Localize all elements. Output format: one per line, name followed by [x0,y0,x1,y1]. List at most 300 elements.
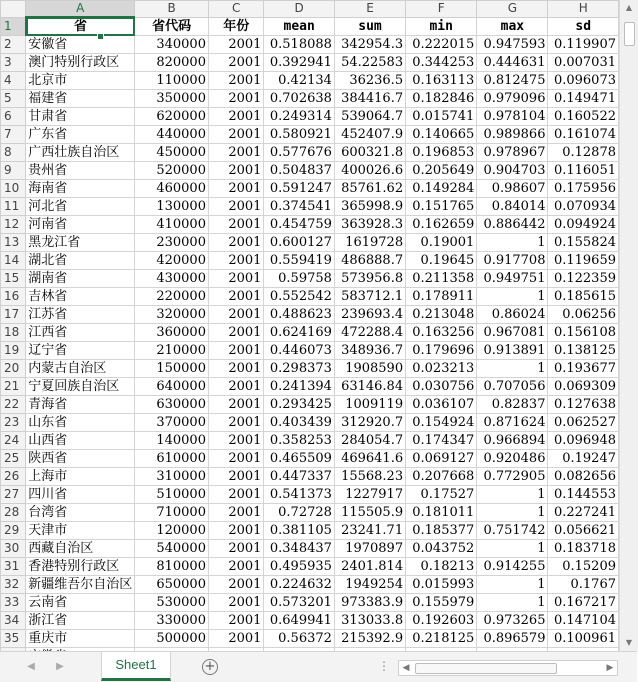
column-header-b[interactable]: B [135,1,209,18]
cell-sd[interactable]: 0.161074 [548,126,619,144]
cell-province[interactable]: 四川省 [26,486,135,504]
cell-header-year[interactable]: 年份 [208,17,263,36]
row-header[interactable]: 21 [1,378,26,396]
cell-header-province-code[interactable]: 省代码 [135,17,209,36]
cell-province-code[interactable]: 370000 [135,414,209,432]
cell-province-code[interactable]: 530000 [135,594,209,612]
cell-mean[interactable]: 0.446073 [264,342,334,360]
cell-province-code[interactable]: 610000 [135,450,209,468]
cell-mean[interactable]: 0.249314 [264,108,334,126]
cell-province-code[interactable]: 510000 [135,486,209,504]
scroll-right-icon[interactable]: ▶ [606,663,614,673]
cell-sd[interactable]: 0.160522 [548,108,619,126]
cell-sd[interactable]: 0.069309 [548,378,619,396]
cell-sum[interactable]: 539064.7 [334,108,405,126]
cell-province[interactable]: 山西省 [26,432,135,450]
horizontal-scroll-thumb[interactable] [415,663,557,674]
scroll-down-icon[interactable]: ▼ [625,638,633,647]
column-header-a[interactable]: A [26,1,135,18]
cell-max[interactable]: 0.978104 [477,108,548,126]
cell-max[interactable]: 0.947593 [477,36,548,54]
cell-mean[interactable]: 0.348437 [264,540,334,558]
cell-max[interactable]: 1 [477,576,548,594]
cell-min[interactable]: 0.18213 [406,558,477,576]
cell-mean[interactable]: 0.573201 [264,594,334,612]
cell-sum[interactable]: 115505.9 [334,504,405,522]
cell-sum[interactable]: 452407.9 [334,126,405,144]
cell-sd[interactable]: 0.116051 [548,162,619,180]
cell-header-min[interactable]: min [406,17,477,36]
cell-mean[interactable]: 0.59758 [264,270,334,288]
cell-province-code[interactable]: 220000 [135,288,209,306]
row-header[interactable]: 1 [1,17,26,36]
cell-province[interactable]: 台湾省 [26,504,135,522]
cell-max[interactable]: 0.967081 [477,324,548,342]
row-header[interactable]: 14 [1,252,26,270]
cell-max[interactable]: 0.707056 [477,378,548,396]
cell-year[interactable]: 2001 [208,486,263,504]
cell-sd[interactable]: 0.007031 [548,54,619,72]
cell-mean[interactable]: 0.298373 [264,360,334,378]
cell-year[interactable]: 2001 [208,270,263,288]
cell-max[interactable]: 0.966894 [477,432,548,450]
cell-year[interactable]: 2001 [208,360,263,378]
cell-max[interactable]: 0.920486 [477,450,548,468]
cell-min[interactable]: 0.043752 [406,540,477,558]
cell-province-code[interactable]: 430000 [135,270,209,288]
cell-sum[interactable]: 312920.7 [334,414,405,432]
cell-province[interactable]: 辽宁省 [26,342,135,360]
cell-min[interactable]: 0.154924 [406,414,477,432]
row-header[interactable]: 4 [1,72,26,90]
row-header[interactable]: 17 [1,306,26,324]
cell-province-code[interactable]: 340000 [135,36,209,54]
column-header-f[interactable]: F [406,1,477,18]
cell-sd[interactable]: 0.06256 [548,306,619,324]
cell-sum[interactable]: 384416.7 [334,90,405,108]
cell-province-code[interactable]: 540000 [135,540,209,558]
cell-min[interactable]: 0.069127 [406,450,477,468]
cell-min[interactable]: 0.140665 [406,126,477,144]
cell-mean[interactable]: 0.241394 [264,378,334,396]
cell-mean[interactable]: 0.454759 [264,216,334,234]
cell-province-code[interactable]: 710000 [135,504,209,522]
cell-sd[interactable]: 0.096948 [548,432,619,450]
cell-max[interactable]: 0.913891 [477,342,548,360]
cell-header-province[interactable]: 省 [26,17,135,36]
cell-mean[interactable]: 0.465509 [264,450,334,468]
cell-province-code[interactable]: 810000 [135,558,209,576]
cell-mean[interactable]: 0.488623 [264,306,334,324]
row-header[interactable]: 18 [1,324,26,342]
column-header-g[interactable]: G [477,1,548,18]
cell-min[interactable]: 0.179696 [406,342,477,360]
row-header[interactable]: 3 [1,54,26,72]
cell-sd[interactable]: 0.167217 [548,594,619,612]
cell-max[interactable]: 0.812475 [477,72,548,90]
cell-sd[interactable]: 0.082656 [548,468,619,486]
scroll-left-icon[interactable]: ◀ [402,663,410,673]
cell-max[interactable]: 0.751742 [477,522,548,540]
row-header[interactable]: 13 [1,234,26,252]
cell-year[interactable]: 2001 [208,504,263,522]
cell-max[interactable]: 1 [477,486,548,504]
cell-province[interactable]: 香港特别行政区 [26,558,135,576]
cell-mean[interactable]: 0.293425 [264,396,334,414]
cell-mean[interactable]: 0.392941 [264,54,334,72]
cell-sum[interactable]: 1970897 [334,540,405,558]
cell-sd[interactable]: 0.12878 [548,144,619,162]
cell-max[interactable]: 0.904703 [477,162,548,180]
cell-header-sum[interactable]: sum [334,17,405,36]
cell-sum[interactable]: 239693.4 [334,306,405,324]
cell-min[interactable]: 0.036107 [406,396,477,414]
cell-year[interactable]: 2001 [208,558,263,576]
cell-province-code[interactable]: 350000 [135,90,209,108]
cell-sd[interactable]: 0.183718 [548,540,619,558]
cell-mean[interactable]: 0.403439 [264,414,334,432]
cell-province-code[interactable]: 360000 [135,324,209,342]
row-header[interactable]: 10 [1,180,26,198]
cell-province-code[interactable]: 440000 [135,126,209,144]
row-header[interactable]: 29 [1,522,26,540]
cell-province-code[interactable]: 500000 [135,630,209,648]
cell-mean[interactable]: 0.518088 [264,36,334,54]
cell-sum[interactable]: 1619728 [334,234,405,252]
cell-sd[interactable]: 0.070934 [548,198,619,216]
cell-sum[interactable]: 583712.1 [334,288,405,306]
cell-sd[interactable]: 0.056621 [548,522,619,540]
cell-year[interactable]: 2001 [208,198,263,216]
row-header[interactable]: 34 [1,612,26,630]
cell-year[interactable]: 2001 [208,162,263,180]
cell-max[interactable]: 1 [477,594,548,612]
cell-province[interactable]: 河南省 [26,216,135,234]
cell-sum[interactable]: 363928.3 [334,216,405,234]
cell-province-code[interactable]: 310000 [135,468,209,486]
cell-sum[interactable]: 1908590 [334,360,405,378]
cell-sd[interactable]: 0.127638 [548,396,619,414]
cell-year[interactable]: 2001 [208,90,263,108]
cell-mean[interactable]: 0.72728 [264,504,334,522]
cell-mean[interactable]: 0.374541 [264,198,334,216]
cell-mean[interactable]: 0.702638 [264,90,334,108]
cell-max[interactable]: 0.973265 [477,612,548,630]
cell-province-code[interactable]: 420000 [135,252,209,270]
row-header[interactable]: 2 [1,36,26,54]
cell-min[interactable]: 0.211358 [406,270,477,288]
cell-sd[interactable]: 0.094924 [548,216,619,234]
cell-sum[interactable]: 36236.5 [334,72,405,90]
cell-year[interactable]: 2001 [208,522,263,540]
cell-max[interactable]: 0.871624 [477,414,548,432]
cell-province-code[interactable]: 110000 [135,72,209,90]
cell-province[interactable]: 新疆维吾尔自治区 [26,576,135,594]
cell-min[interactable]: 0.023213 [406,360,477,378]
cell-year[interactable]: 2001 [208,216,263,234]
cell-province[interactable]: 云南省 [26,594,135,612]
column-header-c[interactable]: C [208,1,263,18]
cell-year[interactable]: 2001 [208,180,263,198]
cell-sd[interactable]: 0.149471 [548,90,619,108]
cell-sum[interactable]: 469641.6 [334,450,405,468]
cell-max[interactable]: 0.444631 [477,54,548,72]
cell-min[interactable]: 0.182846 [406,90,477,108]
cell-sum[interactable]: 85761.62 [334,180,405,198]
cell-sd[interactable]: 0.122359 [548,270,619,288]
cell-sum[interactable]: 1009119 [334,396,405,414]
cell-sum[interactable]: 365998.9 [334,198,405,216]
cell-sd[interactable]: 0.062527 [548,414,619,432]
row-header[interactable]: 33 [1,594,26,612]
cell-sum[interactable]: 348936.7 [334,342,405,360]
cell-province-code[interactable]: 450000 [135,144,209,162]
cell-sd[interactable]: 0.100961 [548,630,619,648]
row-header[interactable]: 20 [1,360,26,378]
cell-max[interactable]: 1 [477,360,548,378]
cell-min[interactable]: 0.207668 [406,468,477,486]
row-header[interactable]: 16 [1,288,26,306]
cell-sum[interactable]: 1949254 [334,576,405,594]
cell-mean[interactable]: 0.649941 [264,612,334,630]
nav-prev-icon[interactable]: ◀ [27,661,35,672]
cell-province-code[interactable]: 520000 [135,162,209,180]
cell-max[interactable]: 0.978967 [477,144,548,162]
cell-max[interactable]: 1 [477,234,548,252]
cell-province[interactable]: 黑龙江省 [26,234,135,252]
cell-max[interactable]: 1 [477,504,548,522]
cell-mean[interactable]: 0.42134 [264,72,334,90]
cell-sd[interactable]: 0.227241 [548,504,619,522]
cell-province[interactable]: 西藏自治区 [26,540,135,558]
cell-province-code[interactable]: 620000 [135,108,209,126]
cell-min[interactable]: 0.151765 [406,198,477,216]
cell-province-code[interactable]: 640000 [135,378,209,396]
row-header[interactable]: 15 [1,270,26,288]
column-header-d[interactable]: D [264,1,334,18]
cell-mean[interactable]: 0.624169 [264,324,334,342]
cell-year[interactable]: 2001 [208,306,263,324]
cell-sum[interactable]: 973383.9 [334,594,405,612]
cell-mean[interactable]: 0.591247 [264,180,334,198]
cell-province-code[interactable]: 820000 [135,54,209,72]
cell-year[interactable]: 2001 [208,234,263,252]
cell-sum[interactable]: 2401.814 [334,558,405,576]
cell-year[interactable]: 2001 [208,342,263,360]
cell-year[interactable]: 2001 [208,396,263,414]
cell-sd[interactable]: 0.1767 [548,576,619,594]
cell-province[interactable]: 河北省 [26,198,135,216]
cell-max[interactable]: 1 [477,540,548,558]
horizontal-scrollbar[interactable] [398,660,618,676]
cell-province-code[interactable]: 410000 [135,216,209,234]
cell-province-code[interactable]: 230000 [135,234,209,252]
cell-max[interactable]: 0.98607 [477,180,548,198]
cell-mean[interactable]: 0.580921 [264,126,334,144]
cell-province-code[interactable]: 650000 [135,576,209,594]
cell-sum[interactable]: 54.22583 [334,54,405,72]
cell-year[interactable]: 2001 [208,126,263,144]
cell-mean[interactable]: 0.358253 [264,432,334,450]
row-header[interactable]: 27 [1,486,26,504]
cell-min[interactable]: 0.163113 [406,72,477,90]
cell-min[interactable]: 0.222015 [406,36,477,54]
cell-province[interactable]: 宁夏回族自治区 [26,378,135,396]
cell-min[interactable]: 0.192603 [406,612,477,630]
row-header[interactable]: 6 [1,108,26,126]
cell-max[interactable]: 0.917708 [477,252,548,270]
cell-mean[interactable]: 0.447337 [264,468,334,486]
cell-year[interactable]: 2001 [208,540,263,558]
cell-header-sd[interactable]: sd [548,17,619,36]
cell-province[interactable]: 重庆市 [26,630,135,648]
cell-mean[interactable]: 0.504837 [264,162,334,180]
row-header[interactable]: 25 [1,450,26,468]
cell-province-code[interactable]: 210000 [135,342,209,360]
cell-province[interactable]: 甘肃省 [26,108,135,126]
cell-year[interactable]: 2001 [208,108,263,126]
cell-sum[interactable]: 600321.8 [334,144,405,162]
row-header[interactable]: 35 [1,630,26,648]
cell-province[interactable]: 湖北省 [26,252,135,270]
row-header[interactable]: 26 [1,468,26,486]
cell-sd[interactable]: 0.144553 [548,486,619,504]
cell-min[interactable]: 0.162659 [406,216,477,234]
row-header[interactable]: 9 [1,162,26,180]
split-handle-icon[interactable]: ⋮ [378,659,390,673]
cell-province[interactable]: 湖南省 [26,270,135,288]
cell-province-code[interactable]: 130000 [135,198,209,216]
row-header[interactable]: 7 [1,126,26,144]
cell-header-max[interactable]: max [477,17,548,36]
cell-max[interactable]: 0.772905 [477,468,548,486]
cell-province[interactable]: 浙江省 [26,612,135,630]
row-header[interactable]: 5 [1,90,26,108]
cell-max[interactable]: 0.949751 [477,270,548,288]
cell-sd[interactable]: 0.119907 [548,36,619,54]
cell-min[interactable]: 0.196853 [406,144,477,162]
cell-year[interactable]: 2001 [208,144,263,162]
select-all-corner[interactable] [1,1,26,18]
cell-sd[interactable]: 0.175956 [548,180,619,198]
cell-year[interactable]: 2001 [208,432,263,450]
scroll-up-icon[interactable]: ▲ [625,3,633,12]
cell-sum[interactable]: 284054.7 [334,432,405,450]
cell-province[interactable]: 内蒙古自治区 [26,360,135,378]
row-header[interactable]: 24 [1,432,26,450]
cell-header-mean[interactable]: mean [264,17,334,36]
cell-min[interactable]: 0.218125 [406,630,477,648]
column-header-e[interactable]: E [334,1,405,18]
cell-min[interactable]: 0.344253 [406,54,477,72]
cell-year[interactable]: 2001 [208,612,263,630]
cell-min[interactable]: 0.213048 [406,306,477,324]
row-header[interactable]: 23 [1,414,26,432]
cell-sd[interactable]: 0.19247 [548,450,619,468]
cell-min[interactable]: 0.185377 [406,522,477,540]
cell-province-code[interactable]: 150000 [135,360,209,378]
nav-next-icon[interactable]: ▶ [56,661,64,672]
cell-sd[interactable]: 0.155824 [548,234,619,252]
cell-sd[interactable]: 0.185615 [548,288,619,306]
cell-province[interactable]: 北京市 [26,72,135,90]
cell-province[interactable]: 吉林省 [26,288,135,306]
cell-province-code[interactable]: 140000 [135,432,209,450]
cell-sum[interactable]: 486888.7 [334,252,405,270]
cell-min[interactable]: 0.015993 [406,576,477,594]
cell-year[interactable]: 2001 [208,324,263,342]
cell-province[interactable]: 广东省 [26,126,135,144]
row-header[interactable]: 31 [1,558,26,576]
cell-max[interactable]: 0.914255 [477,558,548,576]
cell-province[interactable]: 澳门特别行政区 [26,54,135,72]
cell-sd[interactable]: 0.138125 [548,342,619,360]
row-header[interactable]: 22 [1,396,26,414]
cell-province[interactable]: 山东省 [26,414,135,432]
cell-province[interactable]: 海南省 [26,180,135,198]
cell-year[interactable]: 2001 [208,468,263,486]
vertical-scrollbar[interactable] [619,0,638,651]
cell-province[interactable]: 江苏省 [26,306,135,324]
cell-sum[interactable]: 313033.8 [334,612,405,630]
cell-province[interactable]: 贵州省 [26,162,135,180]
cell-province[interactable]: 广西壮族自治区 [26,144,135,162]
cell-year[interactable]: 2001 [208,378,263,396]
cell-min[interactable]: 0.015741 [406,108,477,126]
cell-sd[interactable]: 0.15209 [548,558,619,576]
cell-min[interactable]: 0.163256 [406,324,477,342]
cell-year[interactable]: 2001 [208,54,263,72]
cell-sd[interactable]: 0.147104 [548,612,619,630]
cell-sd[interactable]: 0.193677 [548,360,619,378]
cell-min[interactable]: 0.205649 [406,162,477,180]
cell-mean[interactable]: 0.559419 [264,252,334,270]
cell-min[interactable]: 0.17527 [406,486,477,504]
cell-max[interactable]: 0.989866 [477,126,548,144]
cell-mean[interactable]: 0.541373 [264,486,334,504]
cell-max[interactable]: 0.896579 [477,630,548,648]
cell-min[interactable]: 0.178911 [406,288,477,306]
cell-max[interactable]: 0.886442 [477,216,548,234]
sheet-tab-sheet1[interactable]: Sheet1 [101,652,171,681]
cell-min[interactable]: 0.174347 [406,432,477,450]
cell-mean[interactable]: 0.495935 [264,558,334,576]
cell-province-code[interactable]: 460000 [135,180,209,198]
cell-min[interactable]: 0.155979 [406,594,477,612]
cell-province[interactable]: 青海省 [26,396,135,414]
cell-year[interactable]: 2001 [208,36,263,54]
cell-min[interactable]: 0.149284 [406,180,477,198]
cell-province-code[interactable]: 120000 [135,522,209,540]
cell-max[interactable]: 0.82837 [477,396,548,414]
vertical-scroll-thumb[interactable] [624,22,635,46]
row-header[interactable]: 11 [1,198,26,216]
cell-sd[interactable]: 0.156108 [548,324,619,342]
cell-max[interactable]: 1 [477,288,548,306]
cell-sum[interactable]: 573956.8 [334,270,405,288]
cell-year[interactable]: 2001 [208,288,263,306]
cell-province-code[interactable]: 330000 [135,612,209,630]
row-header[interactable]: 12 [1,216,26,234]
cell-sum[interactable]: 342954.3 [334,36,405,54]
fill-handle[interactable] [97,33,104,40]
cell-province[interactable]: 福建省 [26,90,135,108]
cell-sum[interactable]: 1227917 [334,486,405,504]
cell-sum[interactable]: 15568.23 [334,468,405,486]
cell-sd[interactable]: 0.119659 [548,252,619,270]
row-header[interactable]: 28 [1,504,26,522]
row-header[interactable]: 30 [1,540,26,558]
